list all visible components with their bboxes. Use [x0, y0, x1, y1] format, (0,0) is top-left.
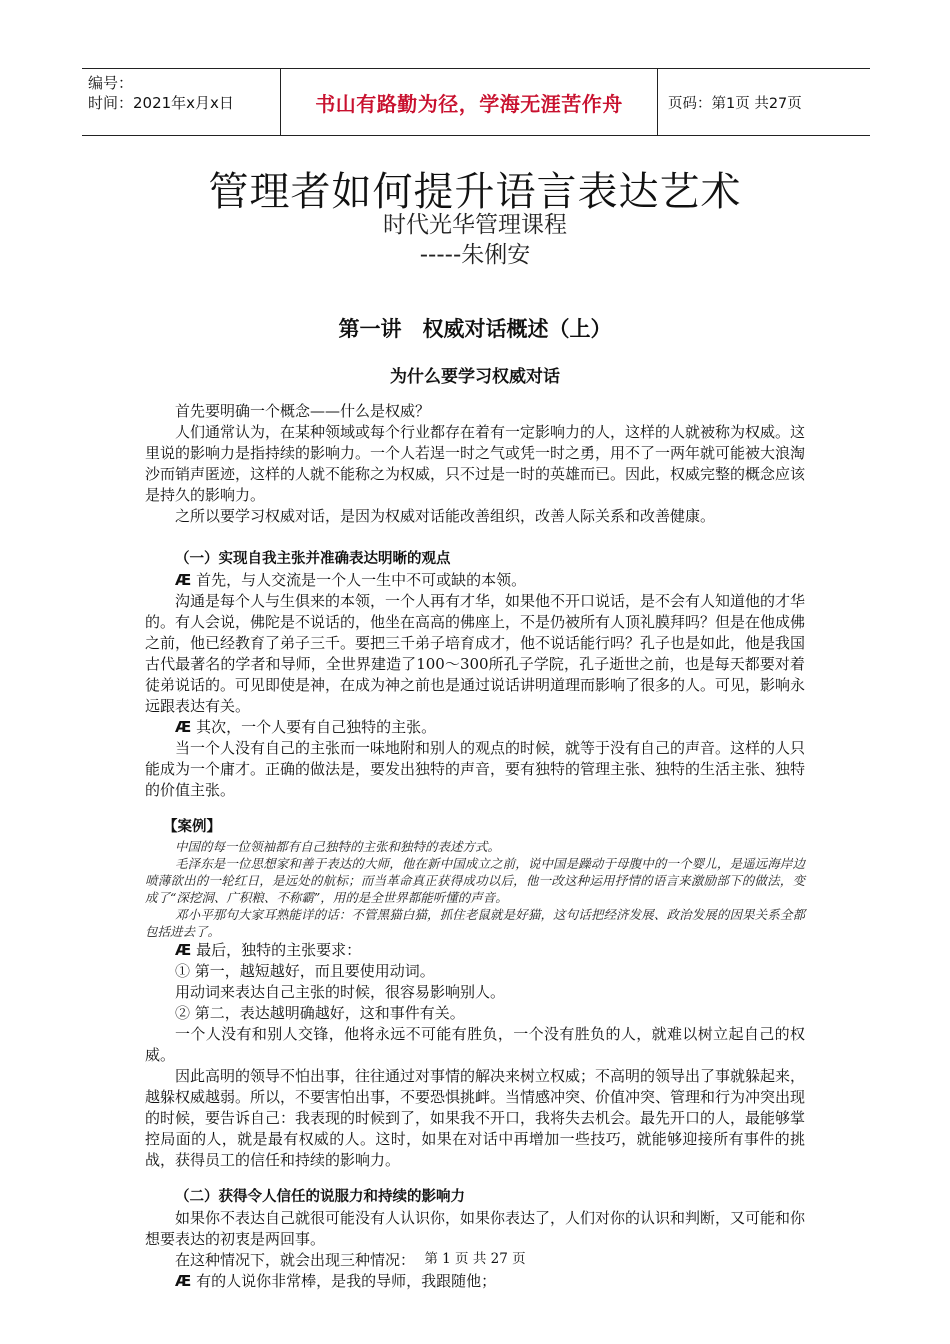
case-text: 毛泽东是一位思想家和善于表达的大师，他在新中国成立之前，说中国是躁动于母腹中的一个婴儿，是遥远海岸边喷薄欲出的一轮红日，是远处的航标；而当革命真正获得成功以后，他一改这种运用抒情的语言来激励部下的做法，变成了“深挖洞、广积粮、不称霸”，用的是全世界都能听懂的声音。	[145, 856, 805, 905]
header-page-info: 页码：第1页 共27页	[668, 95, 802, 112]
page-footer: 第 1 页 共 27 页	[424, 1251, 526, 1267]
subsection-heading-2: （二）获得令人信任的说服力和持续的影响力	[175, 1189, 465, 1205]
bullet-item: Æ 有的人说你非常棒，是我的导师，我跟随他；	[175, 1272, 497, 1290]
page-header	[82, 68, 870, 136]
subsection-heading-1: （一）实现自我主张并准确表达明晰的观点	[175, 551, 451, 567]
section-heading: 为什么要学习权威对话	[390, 367, 560, 387]
numbered-item: ① 第一，越短越好，而且要使用动词。	[175, 962, 435, 980]
paragraph: 首先要明确一个概念——什么是权威？	[175, 402, 431, 420]
paragraph: 用动词来表达自己主张的时候，很容易影响别人。	[175, 983, 506, 1001]
case-text: 中国的每一位领袖都有自己独特的主张和独特的表述方式。	[175, 839, 501, 854]
bullet-item: Æ 最后，独特的主张要求：	[175, 941, 362, 959]
doc-date-label: 时间：2021年x月x日	[88, 94, 234, 112]
paragraph: 在这种情况下，就会出现三种情况：	[175, 1251, 416, 1269]
header-motto: 书山有路勤为径，学海无涯苦作舟	[280, 69, 658, 135]
bullet-item: Æ 首先，与人交流是一个人一生中不可或缺的本领。	[175, 571, 527, 589]
doc-code-label: 编号：	[88, 74, 134, 92]
header-meta	[82, 69, 280, 135]
paragraph: 如果你不表达自己就很可能没有人认识你，如果你表达了，人们对你的认识和判断，又可能和你想要表达的初衷是两回事。	[145, 1209, 806, 1248]
numbered-item: ② 第二，表达越明确越好，这和事件有关。	[175, 1004, 465, 1022]
case-text: 邓小平那句大家耳熟能详的话：不管黑猫白猫，抓住老鼠就是好猫，这句话把经济发展、政治发展的因果关系全都包括进去了。	[145, 907, 805, 939]
author-name: -----朱俐安	[419, 242, 531, 268]
body-text	[145, 401, 805, 1292]
doc-title: 管理者如何提升语言表达艺术	[208, 169, 742, 215]
paragraph: 一个人没有和别人交锋，他将永远不可能有胜负，一个没有胜负的人，就难以树立起自己的权威。	[145, 1025, 805, 1064]
lecture-title: 第一讲 权威对话概述（上）	[338, 317, 612, 341]
bullet-icon: Æ	[175, 718, 192, 736]
bullet-icon: Æ	[175, 571, 192, 589]
paragraph: 因此高明的领导不怕出事，往往通过对事情的解决来树立权威；不高明的领导出了事就躲起来，越躲权威越弱。所以，不要害怕出事，不要恐惧挑衅。当情感冲突、价值冲突、管理和行为冲突出现的时候，要告诉自己：我表现的时候到了，如果我不开口，我将失去机会。最先开口的人，最能够掌控局面的人，就是最有权威的人。这时，如果在对话中再增加一些技巧，就能够迎接所有事件的挑战，获得员工的信任和持续的影响力。	[145, 1067, 806, 1169]
bullet-item: Æ 其次，一个人要有自己独特的主张。	[175, 718, 437, 736]
paragraph: 当一个人没有自己的主张而一味地附和别人的观点的时候，就等于没有自己的声音。这样的人只能成为一个庸才。正确的做法是，要发出独特的声音，要有独特的管理主张、独特的生活主张、独特的价值主张。	[145, 739, 806, 799]
paragraph: 人们通常认为，在某种领域或每个行业都存在着有一定影响力的人，这样的人就被称为权威。这里说的影响力是指持续的影响力。一个人若逞一时之气或凭一时之勇，用不了一两年就可能被大浪淘沙而销声匿迹，这样的人就不能称之为权威，只不过是一时的英雄而已。因此，权威完整的概念应该是持久的影响力。	[145, 423, 806, 504]
case-label: 【案例】	[163, 819, 221, 835]
paragraph: 之所以要学习权威对话，是因为权威对话能改善组织，改善人际关系和改善健康。	[175, 507, 716, 525]
bullet-icon: Æ	[175, 941, 192, 959]
course-name: 时代光华管理课程	[383, 212, 567, 238]
bullet-icon: Æ	[175, 1272, 192, 1290]
paragraph: 沟通是每个人与生俱来的本领，一个人再有才华，如果他不开口说话，是不会有人知道他的才华的。有人会说，佛陀是不说话的，他坐在高高的佛座上，不是仍被所有人顶礼膜拜吗？但是在他成佛之前，他已经教育了弟子三千。要把三千弟子培育成才，他不说话能行吗？孔子也是如此，他是我国古代最著名的学者和导师，全世界建造了100～300所孔子学院，孔子逝世之前，也是每天都要对着徒弟说话的。可见即使是神，在成为神之前也是通过说话讲明道理而影响了很多的人。可见，影响永远跟表达有关。	[145, 592, 806, 715]
